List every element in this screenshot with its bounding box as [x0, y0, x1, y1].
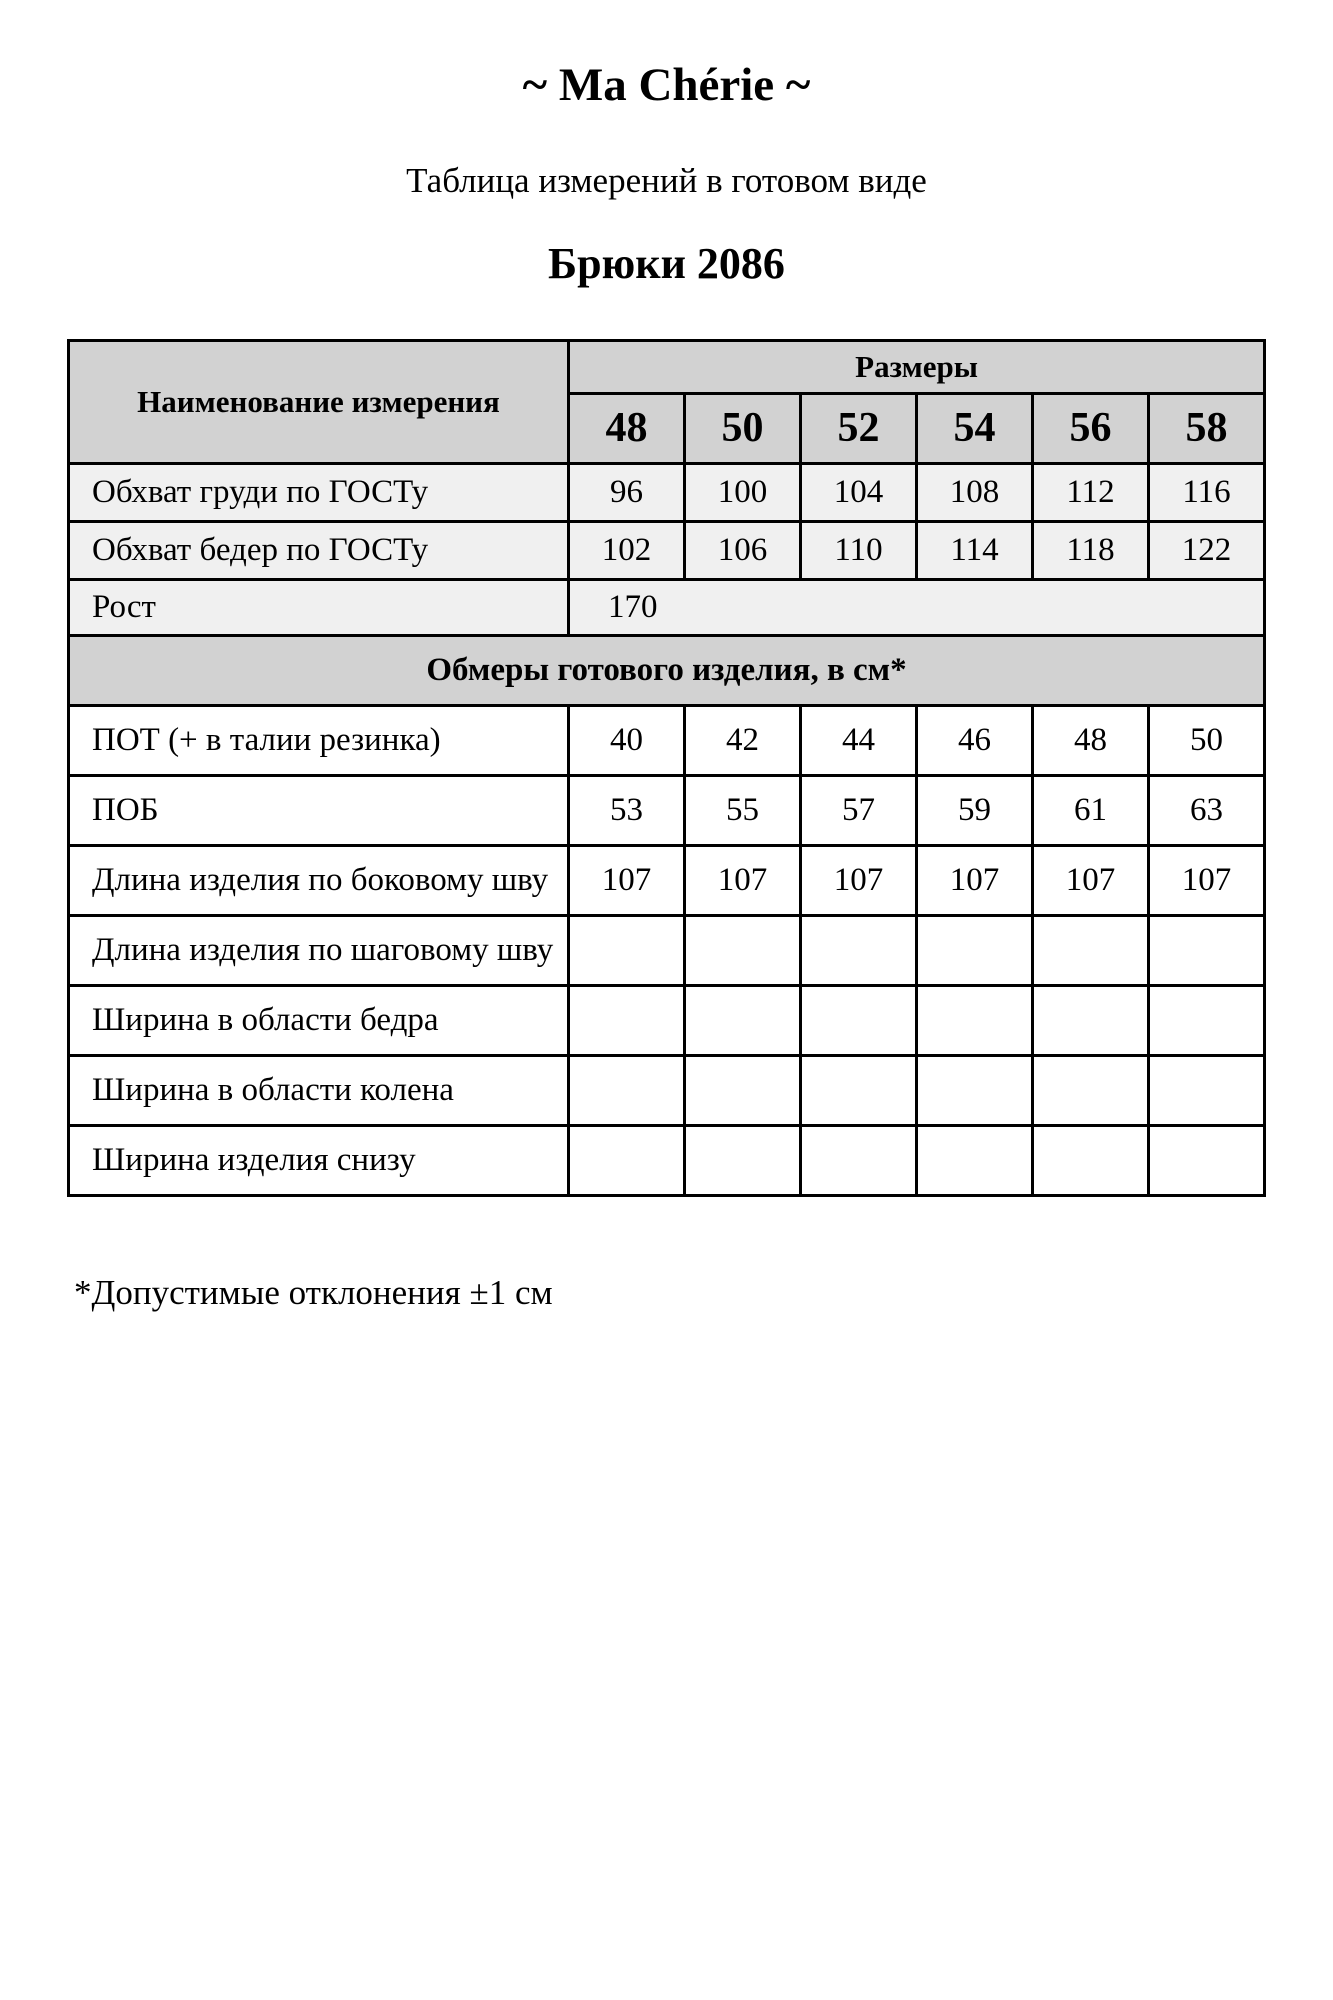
cell-value: [685, 985, 801, 1055]
cell-value: 107: [685, 845, 801, 915]
cell-value: 114: [917, 521, 1033, 579]
size-header-cell: 48: [569, 393, 685, 463]
size-header-cell: 58: [1149, 393, 1265, 463]
cell-value: 107: [569, 845, 685, 915]
cell-value: [1033, 1125, 1149, 1195]
cell-value: [685, 1055, 801, 1125]
table-row: [69, 705, 1265, 775]
table-row: [69, 845, 1265, 915]
table-row: [69, 775, 1265, 845]
cell-value: 61: [1033, 775, 1149, 845]
table-body: [69, 463, 1265, 1195]
cell-value: 53: [569, 775, 685, 845]
cell-value: 46: [917, 705, 1033, 775]
cell-value: 42: [685, 705, 801, 775]
cell-value: [917, 985, 1033, 1055]
row-label: Рост: [69, 579, 569, 635]
cell-value: 59: [917, 775, 1033, 845]
cell-value: 107: [1033, 845, 1149, 915]
cell-value: 108: [917, 463, 1033, 521]
cell-value: 118: [1033, 521, 1149, 579]
cell-value: 100: [685, 463, 801, 521]
row-label: Длина изделия по шаговому шву: [69, 915, 569, 985]
cell-value: [1033, 985, 1149, 1055]
cell-value: 48: [1033, 705, 1149, 775]
cell-value: 107: [801, 845, 917, 915]
cell-value: [1149, 915, 1265, 985]
product-title: Брюки 2086: [548, 239, 785, 289]
row-label: Длина изделия по боковому шву: [69, 845, 569, 915]
cell-value: [801, 915, 917, 985]
sizes-group-header: Размеры: [569, 340, 1265, 393]
table-row: [69, 1055, 1265, 1125]
sheet-subtitle: Таблица измерений в готовом виде: [406, 160, 927, 200]
cell-value: 122: [1149, 521, 1265, 579]
section-header: Обмеры готового изделия, в см*: [69, 635, 1265, 705]
cell-value: 170: [569, 579, 1265, 635]
cell-value: [917, 1125, 1033, 1195]
cell-value: 116: [1149, 463, 1265, 521]
brand-title: ~ Ma Chérie ~: [522, 59, 811, 111]
cell-value: [569, 1055, 685, 1125]
measurements-table: [67, 339, 1266, 1197]
cell-value: [569, 985, 685, 1055]
table-row: [69, 1125, 1265, 1195]
row-label: Обхват бедер по ГОСТу: [69, 521, 569, 579]
row-label: Ширина изделия снизу: [69, 1125, 569, 1195]
cell-value: [917, 1055, 1033, 1125]
cell-value: [569, 915, 685, 985]
sizes-group-row: [69, 340, 1265, 393]
size-header-cell: 52: [801, 393, 917, 463]
cell-value: 104: [801, 463, 917, 521]
size-header-cell: 54: [917, 393, 1033, 463]
cell-value: [801, 985, 917, 1055]
row-label: Ширина в области колена: [69, 1055, 569, 1125]
table-row: [69, 463, 1265, 521]
cell-value: 112: [1033, 463, 1149, 521]
section-header-row: [69, 635, 1265, 705]
cell-value: 107: [1149, 845, 1265, 915]
cell-value: [917, 915, 1033, 985]
table-row: [69, 521, 1265, 579]
cell-value: [1149, 1125, 1265, 1195]
cell-value: 40: [569, 705, 685, 775]
row-label: Обхват груди по ГОСТу: [69, 463, 569, 521]
cell-value: 106: [685, 521, 801, 579]
name-column-header: Наименование измерения: [69, 340, 569, 463]
cell-value: [685, 1125, 801, 1195]
cell-value: [801, 1055, 917, 1125]
cell-value: [1033, 915, 1149, 985]
row-label: ПОБ: [69, 775, 569, 845]
cell-value: 102: [569, 521, 685, 579]
cell-value: [1033, 1055, 1149, 1125]
cell-value: 50: [1149, 705, 1265, 775]
cell-value: 110: [801, 521, 917, 579]
size-header-cell: 50: [685, 393, 801, 463]
cell-value: 96: [569, 463, 685, 521]
cell-value: [569, 1125, 685, 1195]
table-row: [69, 915, 1265, 985]
cell-value: 55: [685, 775, 801, 845]
size-header-cell: 56: [1033, 393, 1149, 463]
table-row: [69, 579, 1265, 635]
row-label: ПОТ (+ в талии резинка): [69, 705, 569, 775]
table-row: [69, 985, 1265, 1055]
cell-value: 63: [1149, 775, 1265, 845]
cell-value: [801, 1125, 917, 1195]
cell-value: [1149, 1055, 1265, 1125]
footnote: *Допустимые отклонения ±1 см: [74, 1272, 553, 1312]
cell-value: 107: [917, 845, 1033, 915]
cell-value: [1149, 985, 1265, 1055]
cell-value: 57: [801, 775, 917, 845]
row-label: Ширина в области бедра: [69, 985, 569, 1055]
cell-value: [685, 915, 801, 985]
cell-value: 44: [801, 705, 917, 775]
